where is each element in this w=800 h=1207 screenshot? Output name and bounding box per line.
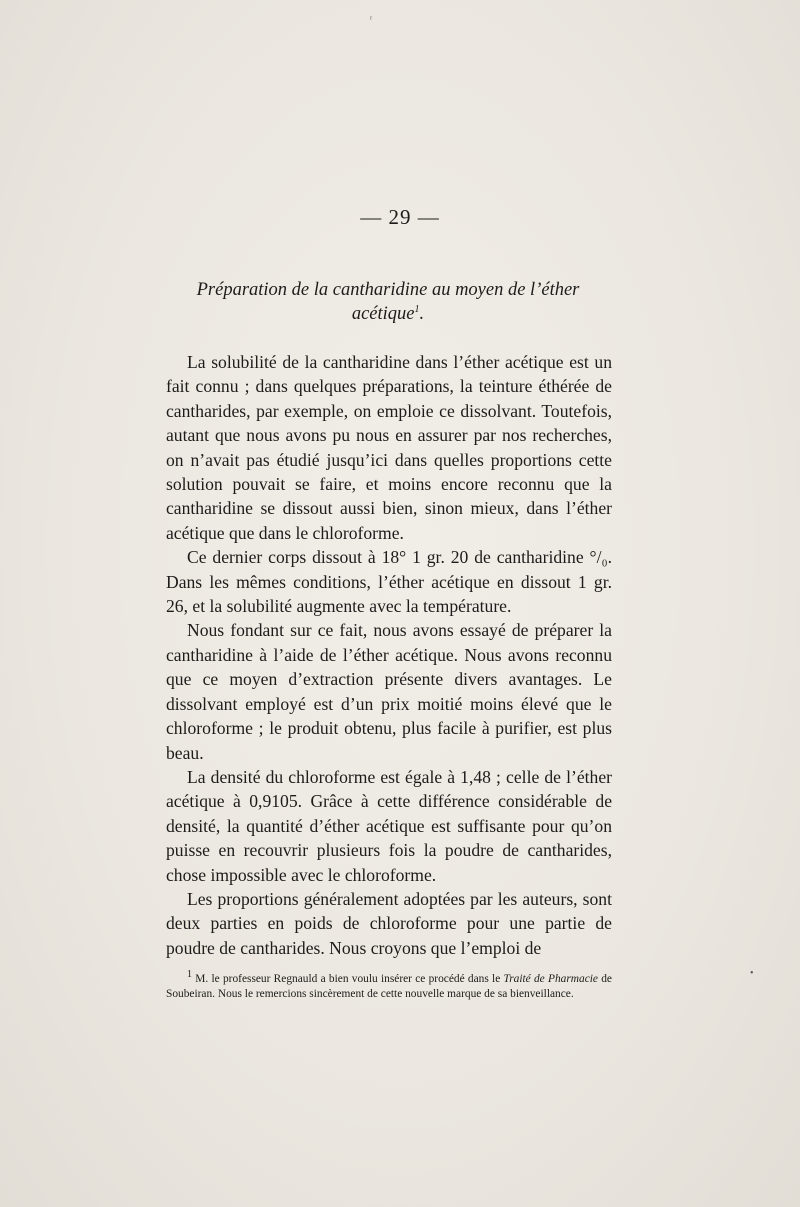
page-number: — 29 — [360, 205, 440, 229]
section-title-text: Préparation de la cantharidine au moyen de l’éther acétique [196, 280, 580, 324]
body-text [166, 350, 612, 960]
paragraph: Nous fondant sur ce fait, nous avons essayé de préparer la cantharidine à l’aide de l’éther acétique. Nous avons reconnu que ce moyen d’extraction présente divers avantages. Le dissolvant employé est d’un prix moitié moins élevé que le chloroforme ; le produit obtenu, plus facile à purifier, est plus beau. [166, 620, 612, 763]
paragraph: La solubilité de la cantharidine dans l’éther acétique est un fait connu ; dans quelques préparations, la teinture éthérée de cantharides, par exemple, on emploie ce dissolvant. Toutefois, autant que nous avons pu nous en assurer par nos recherches, on n’avait pas étudié jusqu’ici dans quelles proportions cette solution pouvait se faire, et moins encore reconnu que la cantharidine se dissout aussi bien, sinon mieux, dans l’éther acétique que dans le chloroforme. [166, 352, 612, 543]
scan-speck: • [750, 968, 754, 979]
footnote-text-before: M. le professeur Regnauld a bien voulu insérer ce procédé dans le [195, 973, 504, 985]
scan-speck: ʳ [370, 14, 373, 25]
footnote [166, 969, 612, 1002]
footnote-marker: 1 [187, 969, 192, 981]
title-footnote-marker: 1 [414, 303, 420, 315]
footnote-book-title: Traité de Pharmacie [503, 973, 598, 985]
paragraph: Les proportions généralement adoptées par les auteurs, sont deux parties en poids de chloroforme pour une partie de poudre de cantharides. Nous croyons que l’emploi de [166, 888, 612, 958]
section-title: Préparation de la cantharidine au moyen de l’éther acétique$^1$. [196, 280, 580, 324]
paragraph: La densité du chloroforme est égale à 1,48 ; celle de l’éther acétique à 0,9105. Grâce à cette différence considérable de densité, la quantité d’éther acétique est suffisante pour qu’on puisse en recouvrir plusieurs fois la poudre de cantharides, chose impossible avec le chloroforme. [166, 766, 612, 885]
paragraph: Ce dernier corps dissout à 18° 1 gr. 20 de cantharidine °/₀. Dans les mêmes conditions, l’éther acétique en dissout 1 gr. 26, et la solubilité augmente avec la température. [166, 547, 612, 617]
footnote-text-after: de Soubeiran. Nous le remercions sincèrement de cette nouvelle marque de sa bienveillance. [166, 973, 612, 1000]
